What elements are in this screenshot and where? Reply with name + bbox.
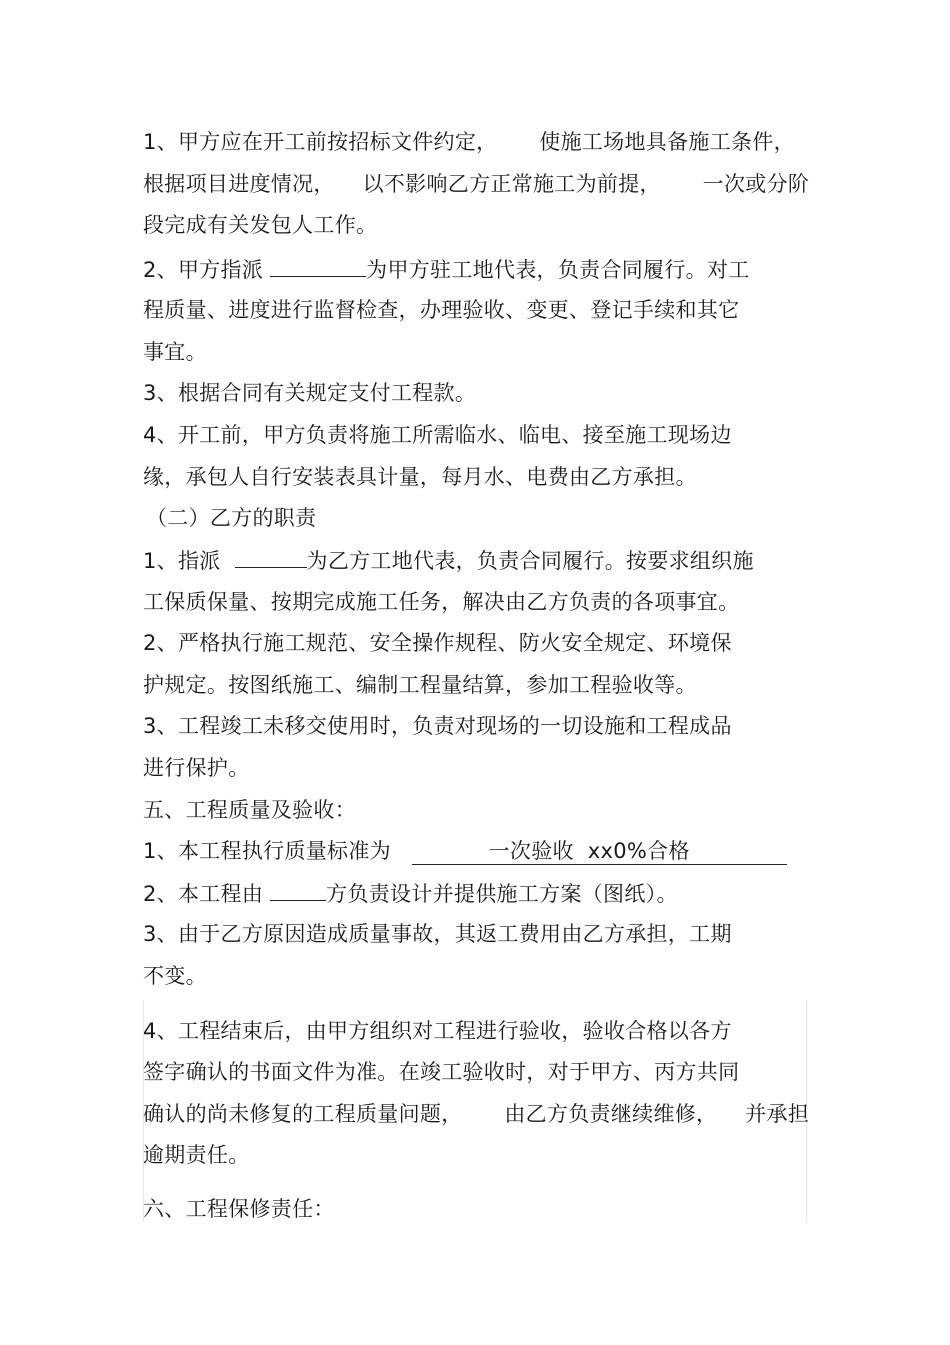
section-heading: （二）乙方的职责 — [146, 506, 317, 530]
paragraph-line — [143, 880, 678, 907]
paragraph-line: 缘，承包人自行安装表具计量，每月水、电费由乙方承担。 — [143, 465, 697, 489]
section-heading: 六、工程保修责任： — [143, 1197, 335, 1221]
blank-field-design-party — [270, 880, 326, 901]
paragraph-line: 程质量、进度进行监督检查，办理验收、变更、登记手续和其它 — [143, 298, 740, 322]
paragraph-line: 签字确认的书面文件为准。在竣工验收时，对于甲方、丙方共同 — [143, 1060, 740, 1084]
line-text: 为甲方驻工地代表，负责合同履行。对工 — [366, 258, 750, 282]
paragraph-line — [143, 547, 754, 574]
line-text: 为乙方工地代表，负责合同履行。按要求组织施 — [306, 549, 754, 573]
paragraph-line: 2、严格执行施工规范、安全操作规程、防火安全规定、环境保 — [143, 631, 732, 655]
paragraph-line: 4、工程结束后，由甲方组织对工程进行验收，验收合格以各方 — [143, 1019, 732, 1043]
blank-field-site-rep-b — [235, 547, 307, 568]
line-text: 1、指派 — [143, 549, 235, 573]
paragraph-line: 工保质保量、按期完成施工任务，解决由乙方负责的各项事宜。 — [143, 590, 740, 614]
line-text: 方负责设计并提供施工方案（图纸）。 — [326, 882, 678, 906]
paragraph-line: 1、甲方应在开工前按招标文件约定， 使施工场地具备施工条件， — [143, 130, 795, 154]
paragraph-line: 事宜。 — [143, 340, 207, 364]
line-text: 2、甲方指派 — [143, 258, 271, 282]
paragraph-line: 4、开工前，甲方负责将施工所需临水、临电、接至施工现场边 — [143, 423, 732, 447]
line-text: 1、本工程执行质量标准为 — [143, 839, 412, 863]
paragraph-line: 段完成有关发包人工作。 — [143, 213, 378, 237]
paragraph-line: 3、根据合同有关规定支付工程款。 — [143, 381, 477, 405]
paragraph-line — [143, 838, 787, 865]
paragraph-line: 3、由于乙方原因造成质量事故，其返工费用由乙方承担，工期 — [143, 922, 732, 946]
line-text: 2、本工程由 — [143, 882, 271, 906]
paragraph-line — [143, 256, 750, 283]
section-heading: 五、工程质量及验收： — [143, 798, 356, 822]
paragraph-line: 进行保护。 — [143, 756, 250, 780]
paragraph-line: 确认的尚未修复的工程质量问题， 由乙方负责继续维修， 并承担 — [143, 1102, 810, 1126]
paragraph-line: 逾期责任。 — [143, 1143, 250, 1167]
paragraph-line: 根据项目进度情况， 以不影响乙方正常施工为前提， 一次或分阶 — [143, 172, 810, 196]
paragraph-line: 3、工程竣工未移交使用时，负责对现场的一切设施和工程成品 — [143, 714, 732, 738]
paragraph-line: 护规定。按图纸施工、编制工程量结算，参加工程验收等。 — [143, 673, 697, 697]
blank-field-site-rep-a — [270, 256, 366, 277]
quality-standard-field: 一次验收 xx0%合格 — [411, 839, 788, 863]
paragraph-line: 不变。 — [143, 964, 207, 988]
